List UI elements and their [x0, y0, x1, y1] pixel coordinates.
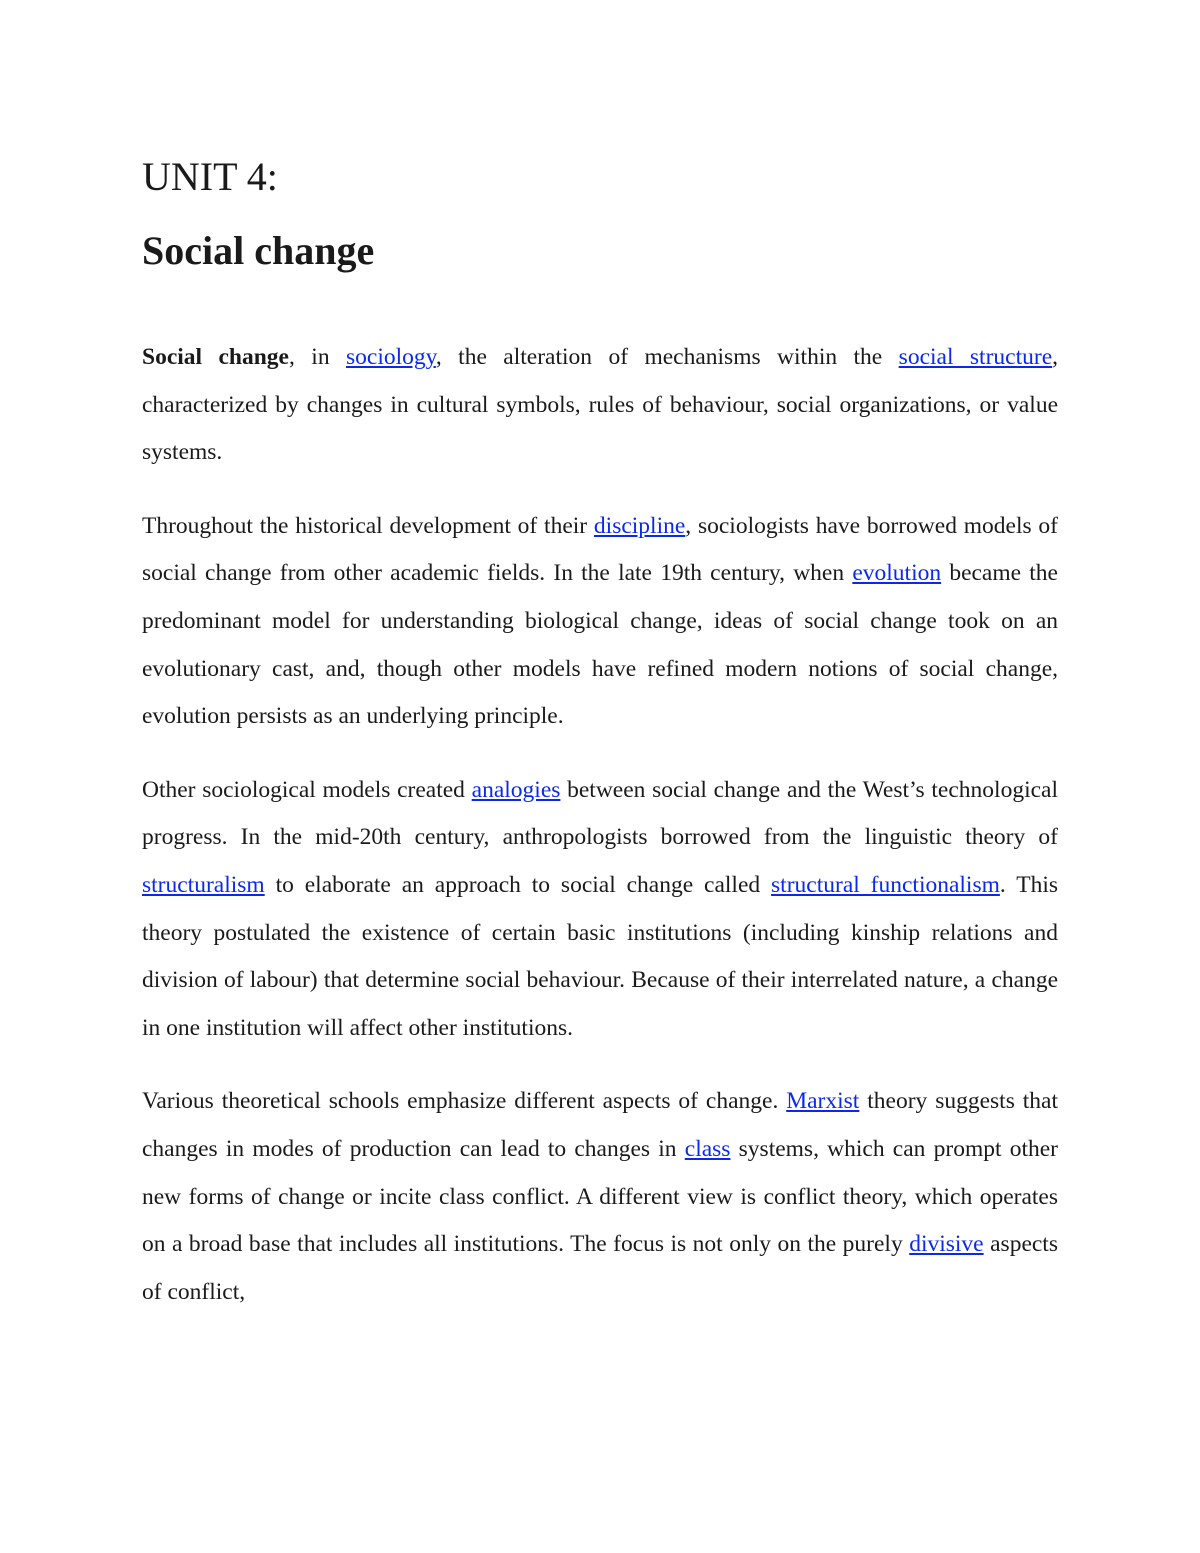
unit-heading: UNIT 4:	[142, 154, 278, 199]
text-segment: , sociologists have borrowed models of social change from other academic fields. In the late 19th century, when	[142, 512, 1059, 587]
text-segment: systems, which can prompt other new forms of change or incite class conflict. A different view is conflict theory, which operates on a broad base that includes all institutions. The focus is not only on the purely	[142, 1135, 1058, 1258]
link-structural-functionalism[interactable]: structural functionalism	[771, 871, 1000, 898]
term-social-change: Social change	[142, 344, 289, 370]
link-marxist[interactable]: Marxist	[786, 1088, 860, 1115]
text-segment: . This theory postulated the existence of certain basic institutions (including kinship relations and division of labour) that determine social behaviour. Because of their interrelated nature, a change in one institution will affect other institutions.	[142, 871, 1058, 1041]
text-segment: , characterized by changes in cultural symbols, rules of behaviour, social organizations, or value systems.	[142, 344, 1059, 466]
link-structuralism[interactable]: structuralism	[142, 871, 265, 898]
paragraph-models	[142, 767, 1058, 1053]
link-evolution[interactable]: evolution	[852, 560, 942, 587]
paragraph-history	[142, 503, 1058, 741]
link-sociology[interactable]: sociology	[346, 344, 436, 370]
text-segment: , in	[288, 344, 346, 370]
document-page	[142, 140, 1058, 1342]
link-divisive[interactable]: divisive	[909, 1231, 984, 1258]
page-title: Social change	[142, 228, 375, 273]
text-segment: Various theoretical schools emphasize different aspects of change.	[142, 1088, 787, 1115]
link-discipline[interactable]: discipline	[593, 512, 686, 539]
text-segment: theory suggests that changes in modes of production can lead to changes in	[142, 1088, 1058, 1162]
text-segment: Throughout the historical development of their	[142, 512, 594, 539]
paragraph-definition	[142, 334, 1058, 477]
text-segment: to elaborate an approach to social change called	[264, 871, 772, 898]
paragraph-theories	[142, 1078, 1058, 1316]
text-segment: between social change and the West’s technological progress. In the mid-20th century, anthropologists borrowed from the linguistic theory of	[142, 776, 1058, 851]
text-segment: , the alteration of mechanisms within the	[435, 344, 899, 370]
link-class[interactable]: class	[684, 1135, 731, 1162]
text-segment: aspects of conflict,	[142, 1231, 1058, 1305]
text-segment: Other sociological models created	[142, 776, 472, 803]
link-analogies[interactable]: analogies	[471, 776, 561, 803]
link-social-structure[interactable]: social structure	[898, 344, 1053, 370]
text-segment: became the predominant model for understanding biological change, ideas of social change took on an evolutionary cast, and, though other models have refined modern notions of social change, evolution persists as an underlying principle.	[142, 560, 1058, 730]
